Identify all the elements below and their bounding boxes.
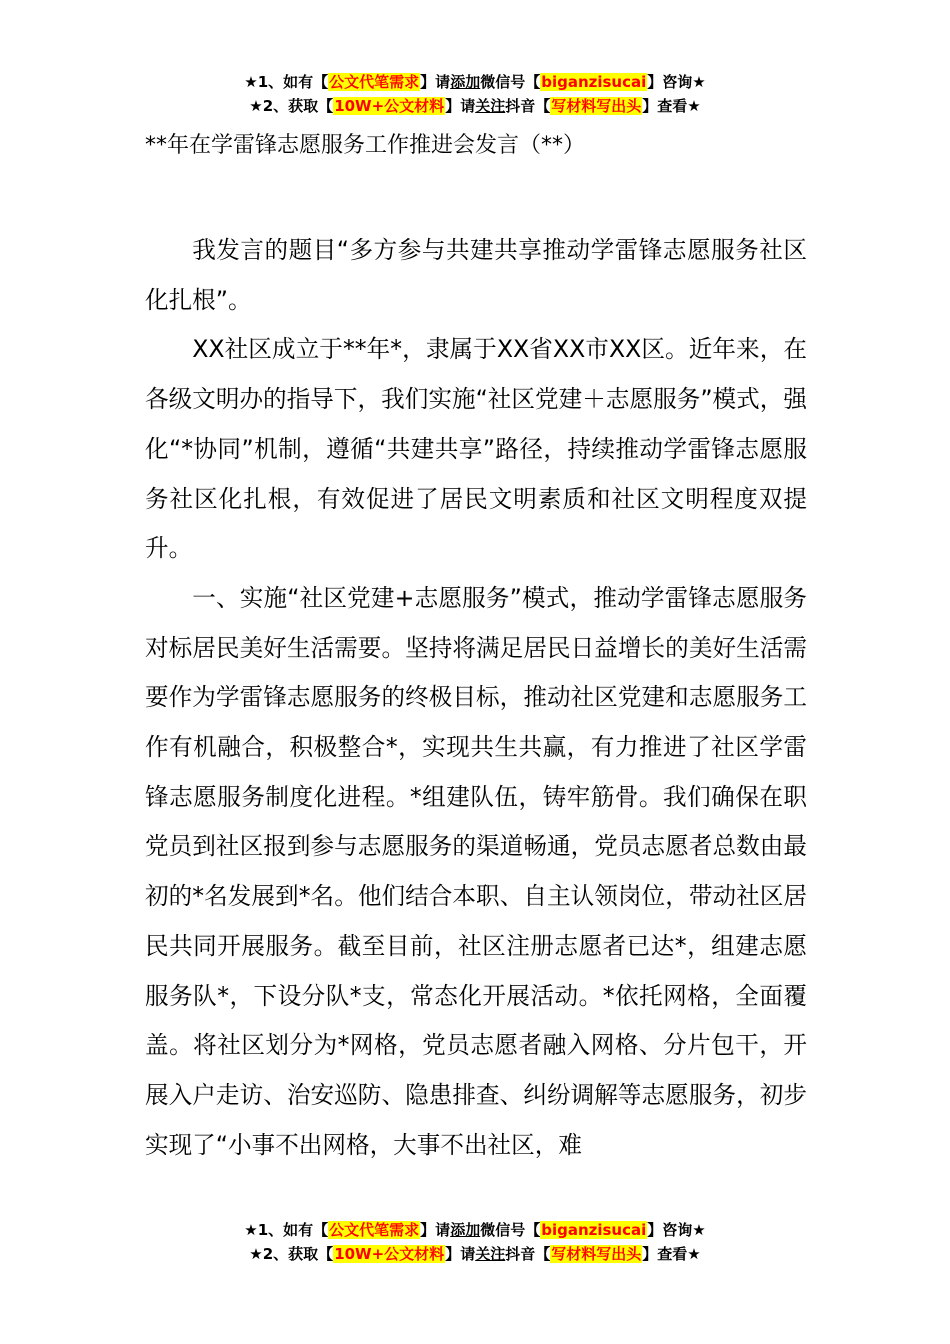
highlight-service: 公文代笔需求 xyxy=(329,1221,420,1239)
highlight-wechat-id: biganzisucai xyxy=(541,73,647,91)
document-title: **年在学雷锋志愿服务工作推进会发言（**） xyxy=(145,133,586,158)
paragraph: XX社区成立于**年*，隶属于XX省XX市XX区。近年来，在各级文明办的指导下，我们实施“社区党建＋志愿服务”模式，强化“*协同”机制，遵循“共建共享”路径，持续推动学雷锋志愿服务社区化扎根，有效促进了居民文明素质和社区文明程度双提升。 xyxy=(145,335,807,563)
footer-banner xyxy=(0,1218,950,1266)
paragraph: 我发言的题目“多方参与共建共享推动学雷锋志愿服务社区化扎根”。 xyxy=(145,236,807,314)
highlight-materials: 10W+公文材料 xyxy=(334,97,445,115)
paragraph: 一、实施“社区党建+志愿服务”模式，推动学雷锋志愿服务对标居民美好生活需要。坚持将满足居民日益增长的美好生活需要作为学雷锋志愿服务的终极目标，推动社区党建和志愿服务工作有机融合，积极整合*，实现共生共赢，有力推进了社区学雷锋志愿服务制度化进程。*组建队伍，铸牢筋骨。我们确保在职党员到社区报到参与志愿服务的渠道畅通，党员志愿者总数由最初的*名发展到*名。他们结合本职、自主认领岗位，带动社区居民共同开展服务。截至目前，社区注册志愿者已达*，组建志愿服务队*，下设分队*支，常态化开展活动。*依托网格，全面覆盖。将社区划分为*网格，党员志愿者融入网格、分片包干，开展入户走访、治安巡防、隐患排查、纠纷调解等志愿服务，初步实现了“小事不出网格，大事不出社区，难 xyxy=(145,583,807,1159)
header-banner xyxy=(0,70,950,118)
banner-line-2: ★2、获取【10W+公文材料】请关注抖音【写材料写出头】查看★ xyxy=(249,1245,701,1263)
highlight-service: 公文代笔需求 xyxy=(329,73,420,91)
banner-line-2: ★2、获取【10W+公文材料】请关注抖音【写材料写出头】查看★ xyxy=(249,97,701,115)
highlight-douyin: 写材料写出头 xyxy=(551,1245,642,1263)
highlight-materials: 10W+公文材料 xyxy=(334,1245,445,1263)
document-body xyxy=(145,226,807,1170)
highlight-douyin: 写材料写出头 xyxy=(551,97,642,115)
banner-line-1: ★1、如有【公文代笔需求】请添加微信号【biganzisucai】咨询★ xyxy=(244,1221,706,1239)
banner-line-1: ★1、如有【公文代笔需求】请添加微信号【biganzisucai】咨询★ xyxy=(244,73,706,91)
highlight-wechat-id: biganzisucai xyxy=(541,1221,647,1239)
